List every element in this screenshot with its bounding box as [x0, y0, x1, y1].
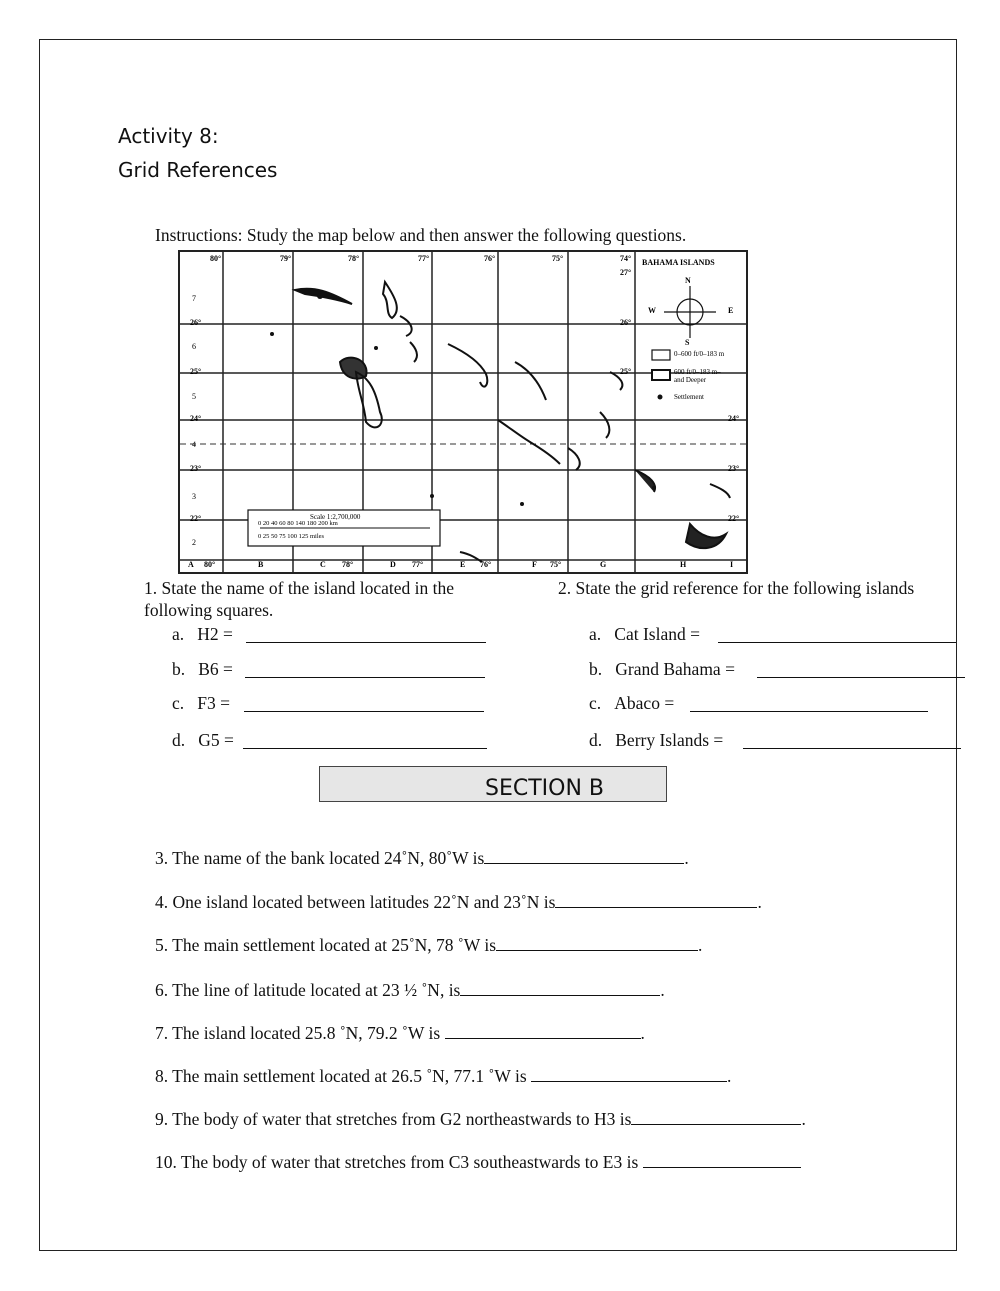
q10 — [155, 1152, 801, 1173]
lon-top-78: 78° — [348, 254, 360, 263]
lat-right-23: 23° — [728, 464, 740, 473]
legend-deep-swatch — [652, 370, 670, 380]
q2-item-d — [589, 730, 723, 751]
q2-item-a — [589, 624, 700, 645]
lon-top-76: 76° — [484, 254, 496, 263]
map-title: BAHAMA ISLANDS — [642, 258, 715, 267]
q7-answer[interactable] — [445, 1023, 641, 1039]
q1-item-a-label: a. — [172, 624, 185, 644]
q1-item-b-text: B6 = — [198, 659, 233, 679]
q1-prompt-line1: 1. State the name of the island located in the — [144, 578, 455, 598]
q1-item-d-text: G5 = — [198, 730, 234, 750]
q2-item-c-label: c. — [589, 693, 602, 713]
compass-rose — [664, 286, 716, 338]
lat-right-22: 22° — [728, 514, 740, 523]
lon-top-77: 77° — [418, 254, 430, 263]
q4 — [155, 892, 762, 913]
q2-prompt: 2. State the grid reference for the following islands — [558, 578, 915, 598]
q8-answer[interactable] — [531, 1066, 727, 1082]
q1-answer-d[interactable] — [243, 733, 487, 749]
q2-item-b — [589, 659, 735, 680]
lat-right-24: 24° — [728, 414, 740, 423]
q9-answer[interactable] — [631, 1109, 801, 1125]
q5 — [155, 935, 702, 956]
q1-item-d-label: d. — [172, 730, 186, 750]
q1-item-c-label: c. — [172, 693, 185, 713]
q2-item-c-text: Abaco = — [614, 693, 675, 713]
legend-label-deep: 600 ft/0–183 m– — [674, 368, 721, 376]
q7-text: 7. The island located 25.8 ˚N, 79.2 ˚W is — [155, 1023, 441, 1043]
q8-end: . — [727, 1066, 732, 1086]
q2-answer-c[interactable] — [690, 696, 928, 712]
q2-item-a-label: a. — [589, 624, 602, 644]
lat-left-23: 23° — [190, 464, 202, 473]
row-5: 5 — [192, 392, 196, 401]
row-7: 7 — [192, 294, 196, 303]
q1-item-a-text: H2 = — [197, 624, 233, 644]
instructions: Instructions: Study the map below and then answer the following questions. — [155, 225, 687, 245]
q9-end: . — [801, 1109, 806, 1129]
q9 — [155, 1109, 806, 1130]
q3-end: . — [684, 848, 689, 868]
lat-right-26: 26° — [620, 318, 632, 327]
q7 — [155, 1023, 645, 1044]
legend-label-settlement: Settlement — [674, 393, 704, 401]
q10-answer[interactable] — [643, 1152, 801, 1168]
col-e: E — [460, 560, 466, 569]
q6-text: 6. The line of latitude located at 23 ½ ˚N, is — [155, 980, 461, 1000]
lon-bottom-78: 78° — [342, 560, 354, 569]
lat-left-26: 26° — [190, 318, 202, 327]
lat-right-25: 25° — [620, 367, 632, 376]
scale-km: 0 20 40 60 80 140 180 200 km — [258, 520, 338, 527]
legend-settlement-dot — [658, 395, 663, 400]
q4-end: . — [757, 892, 762, 912]
q1-answer-a[interactable] — [246, 627, 486, 643]
compass-east: E — [728, 306, 734, 315]
scale-miles: 0 25 50 75 100 125 miles — [258, 533, 325, 540]
q5-answer[interactable] — [496, 935, 698, 951]
q2-item-c — [589, 693, 674, 714]
q3-answer[interactable] — [484, 848, 684, 864]
compass-south: S — [685, 338, 690, 347]
q2-item-b-label: b. — [589, 659, 603, 679]
q3 — [155, 848, 689, 869]
lon-top-75: 75° — [552, 254, 564, 263]
q1-answer-c[interactable] — [244, 696, 484, 712]
lon-top-74: 74° — [620, 254, 632, 263]
q2-item-a-text: Cat Island = — [614, 624, 700, 644]
settlements — [270, 293, 656, 506]
col-b: B — [258, 560, 264, 569]
q1-prompt-line2: following squares. — [144, 600, 274, 620]
compass-north: N — [685, 276, 691, 285]
q1-item-c-text: F3 = — [197, 693, 231, 713]
bahamas-map — [178, 250, 748, 574]
q10-text: 10. The body of water that stretches from C3 southeastwards to E3 is — [155, 1152, 639, 1172]
col-d: D — [390, 560, 396, 569]
legend-label-deeper: and Deeper — [674, 376, 707, 384]
q4-text: 4. One island located between latitudes 22˚N and 23˚N is — [155, 892, 556, 912]
lon-bottom-76: 76° — [480, 560, 492, 569]
q5-end: . — [698, 935, 703, 955]
col-g: G — [600, 560, 607, 569]
q1-item-c — [172, 693, 230, 714]
col-f: F — [532, 560, 537, 569]
q1-item-b-label: b. — [172, 659, 186, 679]
q2-answer-a[interactable] — [718, 627, 956, 643]
lon-bottom-77: 77° — [412, 560, 424, 569]
q1-item-d — [172, 730, 234, 751]
row-6: 6 — [192, 342, 196, 351]
q7-end: . — [640, 1023, 645, 1043]
row-3: 3 — [192, 492, 196, 501]
q6 — [155, 980, 665, 1001]
lon-bottom-75: 75° — [550, 560, 562, 569]
compass-west: W — [648, 306, 656, 315]
col-i: I — [730, 560, 734, 569]
q2-answer-b[interactable] — [757, 662, 965, 678]
q5-text: 5. The main settlement located at 25˚N, 78 ˚W is — [155, 935, 497, 955]
section-b-header — [319, 766, 667, 802]
q9-text: 9. The body of water that stretches from G2 northeastwards to H3 is — [155, 1109, 632, 1129]
section-b-title: SECTION B — [484, 776, 604, 801]
q8-text: 8. The main settlement located at 26.5 ˚N, 77.1 ˚W is — [155, 1066, 527, 1086]
lon-top-80: 80° — [210, 254, 222, 263]
q3-text: 3. The name of the bank located 24˚N, 80˚W is — [155, 848, 485, 868]
q1-item-b — [172, 659, 233, 680]
lat-right-27: 27° — [620, 268, 632, 277]
q2-answer-d[interactable] — [743, 733, 961, 749]
q1-answer-b[interactable] — [245, 662, 485, 678]
q6-answer[interactable] — [460, 980, 660, 996]
col-a: A — [188, 560, 194, 569]
q4-answer[interactable] — [555, 892, 757, 908]
q8 — [155, 1066, 731, 1087]
lat-left-22: 22° — [190, 514, 202, 523]
lat-left-24: 24° — [190, 414, 202, 423]
lon-top-79: 79° — [280, 254, 292, 263]
activity-subtitle: Grid References — [118, 158, 278, 182]
q2-item-b-text: Grand Bahama = — [615, 659, 735, 679]
q2-item-d-text: Berry Islands = — [615, 730, 724, 750]
lon-bottom-80: 80° — [204, 560, 216, 569]
col-h: H — [680, 560, 687, 569]
q6-end: . — [660, 980, 665, 1000]
lat-left-25: 25° — [190, 367, 202, 376]
legend-label-shallow: 0–600 ft/0–183 m — [674, 350, 725, 358]
q1-item-a — [172, 624, 233, 645]
scale-title: Scale 1:2,700,000 — [310, 513, 361, 521]
row-2: 2 — [192, 538, 196, 547]
col-c: C — [320, 560, 326, 569]
row-4: 4 — [192, 440, 196, 449]
activity-title: Activity 8: — [118, 124, 219, 148]
q2-item-d-label: d. — [589, 730, 603, 750]
legend-shallow-swatch — [652, 350, 670, 360]
